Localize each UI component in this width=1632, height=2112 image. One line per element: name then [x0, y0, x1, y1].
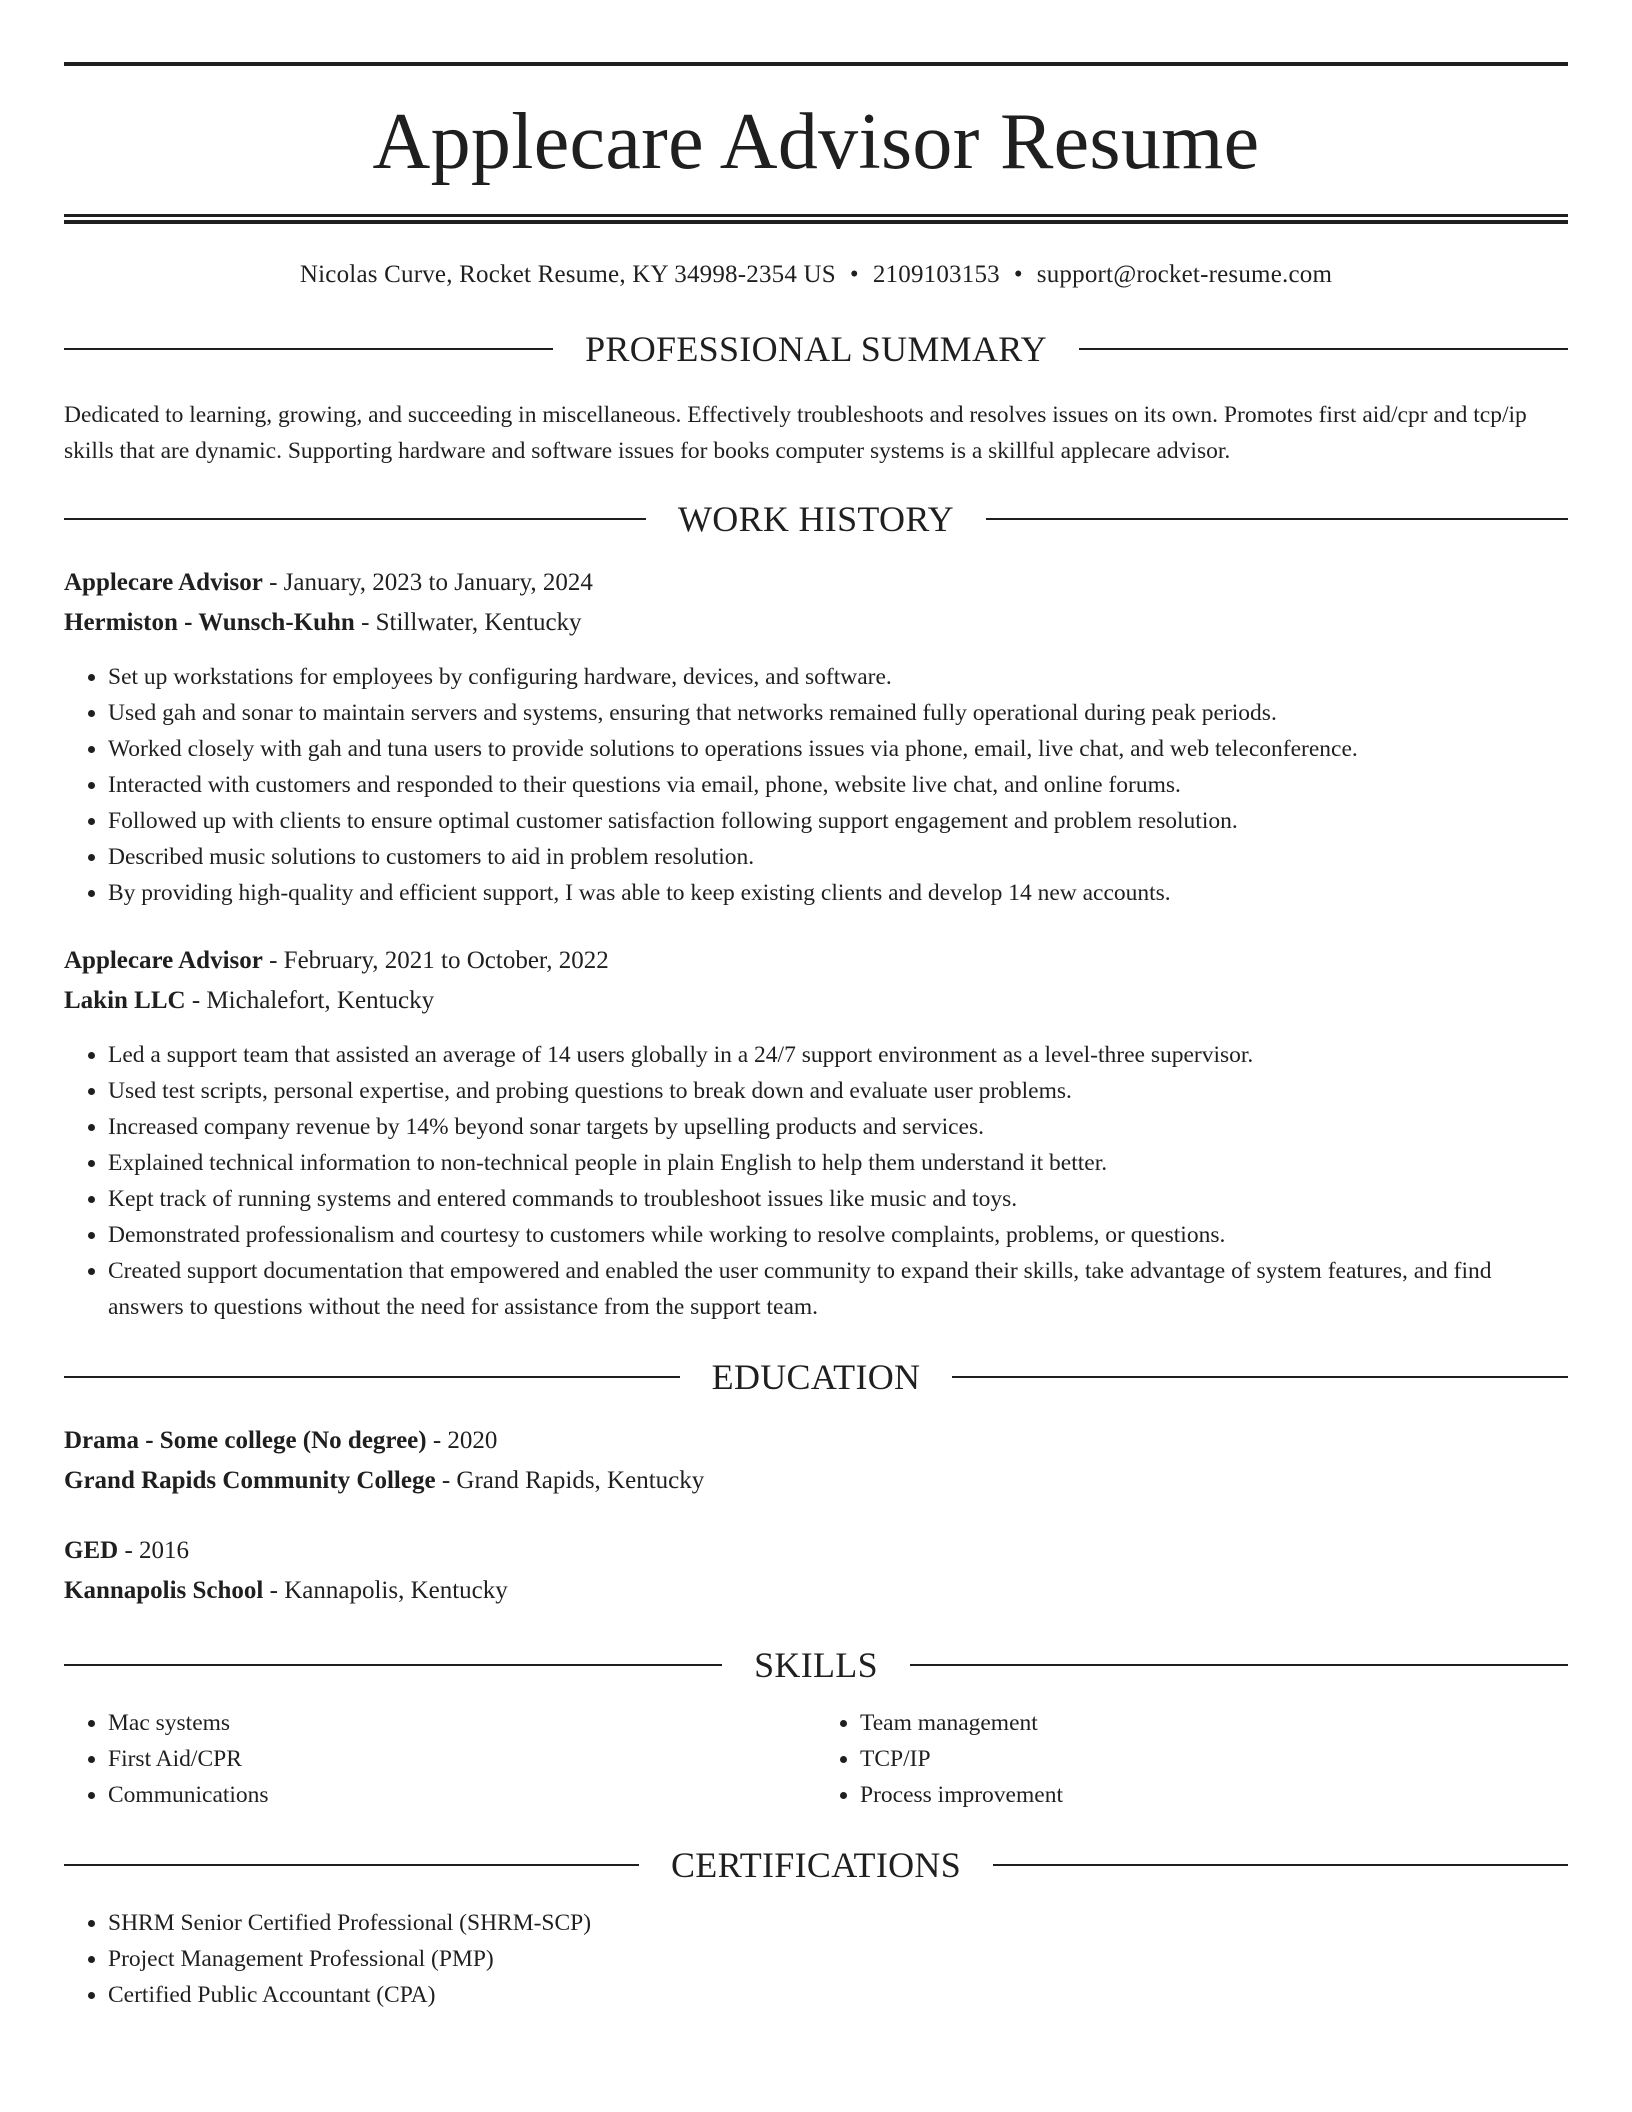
education-degree-line: [64, 1531, 1568, 1571]
education-location: - Grand Rapids, Kentucky: [435, 1467, 705, 1494]
contact-email: support@rocket-resume.com: [1036, 261, 1333, 288]
section-rule: [64, 1664, 722, 1666]
job-title-line: [64, 941, 1568, 981]
section-header-certifications: [64, 1847, 1568, 1883]
skills-column-left: [64, 1705, 816, 1813]
education-school: Grand Rapids Community College: [64, 1467, 436, 1494]
list-item: • Described music solutions to customers to aid in problem resolution.: [108, 839, 1568, 875]
list-item: • First Aid/CPR: [108, 1741, 816, 1777]
skills-column-right: [816, 1705, 1568, 1813]
section-rule: [64, 1864, 639, 1866]
summary-text: Dedicated to learning, growing, and succeeding in miscellaneous. Effectively troubleshoots and resolves issues on its own. Promotes first aid/cpr and tcp/ip skills that are dynamic. Supporting hardware and software issues for books computer systems is a skillful applecare advisor.: [64, 402, 1527, 464]
education-school: Kannapolis School: [64, 1577, 264, 1604]
list-item: • Worked closely with gah and tuna users to provide solutions to operations issues via phone, email, live chat, and web teleconference.: [108, 731, 1568, 767]
list-item: • Project Management Professional (PMP): [108, 1941, 1568, 1977]
section-title: PROFESSIONAL SUMMARY: [585, 329, 1047, 369]
section-rule: [64, 518, 646, 520]
section-title: SKILLS: [754, 1645, 878, 1685]
job-company: Lakin LLC: [64, 987, 186, 1014]
skills-grid: [64, 1705, 1568, 1813]
section-header-summary: [64, 331, 1568, 367]
education-degree-line: [64, 1421, 1568, 1461]
education-location: - Kannapolis, Kentucky: [263, 1577, 508, 1604]
section-title: WORK HISTORY: [678, 499, 954, 539]
section-rule: [64, 1376, 680, 1378]
section-title: CERTIFICATIONS: [670, 1845, 962, 1885]
job-location: - Michalefort, Kentucky: [185, 987, 435, 1014]
certifications-list: [64, 1905, 1568, 2013]
job-company-line: [64, 981, 1568, 1021]
education-degree: Drama - Some college (No degree): [64, 1427, 427, 1454]
list-item: • Certified Public Accountant (CPA): [108, 1977, 1568, 2013]
section-title: EDUCATION: [711, 1357, 921, 1397]
list-item: • Led a support team that assisted an average of 14 users globally in a 24/7 support environment as a level-three supervisor.: [108, 1037, 1568, 1073]
job-location: - Stillwater, Kentucky: [354, 609, 582, 636]
section-header-work-history: [64, 501, 1568, 537]
list-item: • Set up workstations for employees by configuring hardware, devices, and software.: [108, 659, 1568, 695]
list-item: • SHRM Senior Certified Professional (SHRM-SCP): [108, 1905, 1568, 1941]
job-entry: [64, 941, 1568, 1325]
list-item: • Team management: [860, 1705, 1568, 1741]
education-year: - 2016: [118, 1537, 190, 1564]
education-year: - 2020: [426, 1427, 498, 1454]
section-rule: [986, 518, 1568, 520]
education-entry: [64, 1421, 1568, 1501]
job-company-line: [64, 603, 1568, 643]
job-entry: [64, 563, 1568, 911]
section-header-education: [64, 1359, 1568, 1395]
job-bullets: [64, 659, 1568, 911]
job-company: Hermiston - Wunsch-Kuhn: [64, 609, 355, 636]
section-rule: [910, 1664, 1568, 1666]
education-entry: [64, 1531, 1568, 1611]
job-title: Applecare Advisor: [64, 947, 263, 974]
contact-line: [64, 262, 1568, 287]
section-rule: [993, 1864, 1568, 1866]
section-header-skills: [64, 1647, 1568, 1683]
list-item: • Mac systems: [108, 1705, 816, 1741]
contact-phone: 2109103153: [872, 261, 1000, 288]
education-school-line: [64, 1571, 1568, 1611]
list-item: • Communications: [108, 1777, 816, 1813]
list-item: • Used gah and sonar to maintain servers and systems, ensuring that networks remained fully operational during peak periods.: [108, 695, 1568, 731]
job-title: Applecare Advisor: [64, 569, 263, 596]
job-title-line: [64, 563, 1568, 603]
list-item: • By providing high-quality and efficient support, I was able to keep existing clients and develop 14 new accounts.: [108, 875, 1568, 911]
list-item: • Increased company revenue by 14% beyond sonar targets by upselling products and services.: [108, 1109, 1568, 1145]
job-bullets: [64, 1037, 1568, 1325]
list-item: • Followed up with clients to ensure optimal customer satisfaction following support engagement and problem resolution.: [108, 803, 1568, 839]
section-rule: [64, 348, 553, 350]
job-dates: - January, 2023 to January, 2024: [262, 569, 593, 596]
top-rule: [64, 62, 1568, 66]
section-rule: [1079, 348, 1568, 350]
resume-title: Applecare Advisor Resume: [372, 98, 1260, 186]
list-item: • Process improvement: [860, 1777, 1568, 1813]
list-item: • Used test scripts, personal expertise, and probing questions to break down and evaluate user problems.: [108, 1073, 1568, 1109]
list-item: • Explained technical information to non-technical people in plain English to help them understand it better.: [108, 1145, 1568, 1181]
education-degree: GED: [64, 1537, 119, 1564]
list-item: • TCP/IP: [860, 1741, 1568, 1777]
list-item: • Kept track of running systems and entered commands to troubleshoot issues like music and toys.: [108, 1181, 1568, 1217]
title-double-rule: [64, 214, 1568, 224]
education-school-line: [64, 1461, 1568, 1501]
list-item: • Interacted with customers and responded to their questions via email, phone, website live chat, and online forums.: [108, 767, 1568, 803]
contact-separator: •: [849, 261, 859, 288]
section-rule: [952, 1376, 1568, 1378]
contact-separator: •: [1013, 261, 1023, 288]
job-dates: - February, 2021 to October, 2022: [262, 947, 609, 974]
contact-address: Nicolas Curve, Rocket Resume, KY 34998-2354 US: [299, 261, 836, 288]
list-item: • Created support documentation that empowered and enabled the user community to expand their skills, take advantage of system features, and find answers to questions without the need for assistance from the support team.: [108, 1253, 1568, 1325]
list-item: • Demonstrated professionalism and courtesy to customers while working to resolve complaints, problems, or questions.: [108, 1217, 1568, 1253]
